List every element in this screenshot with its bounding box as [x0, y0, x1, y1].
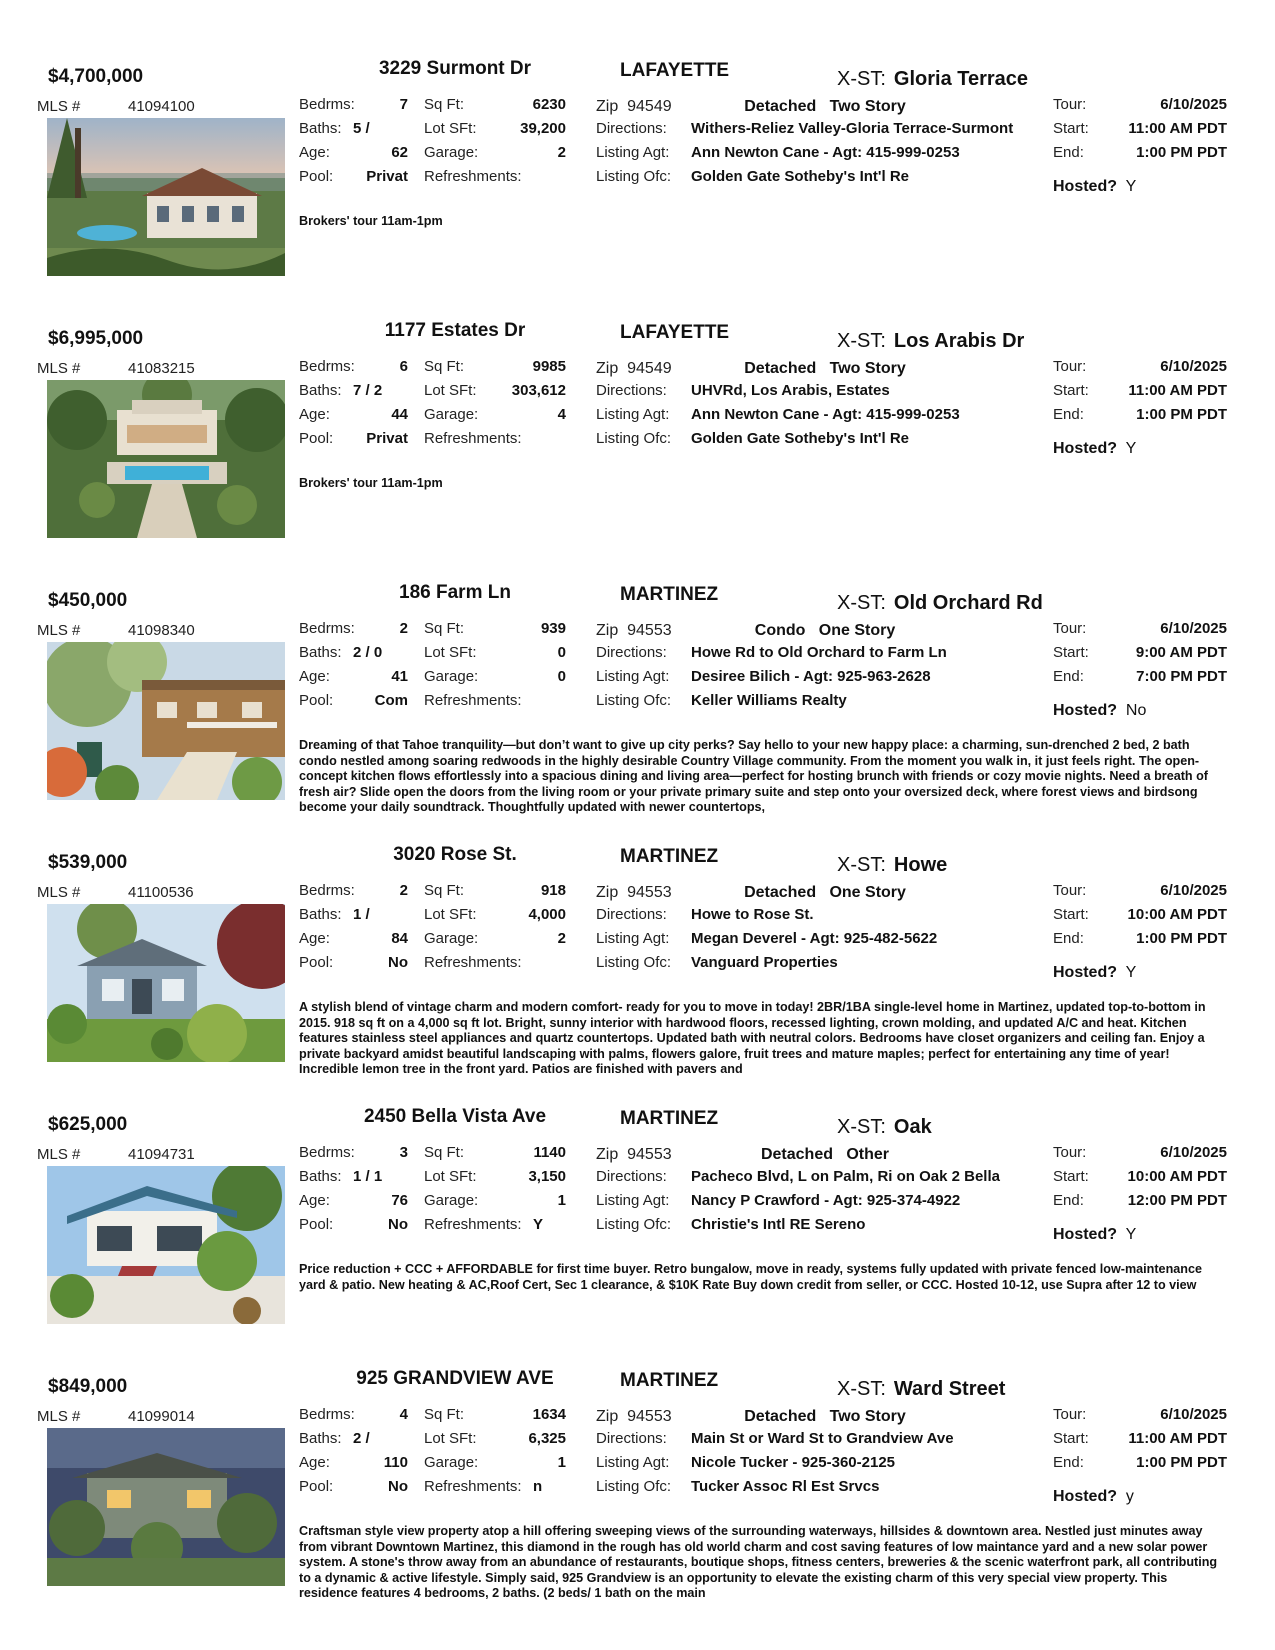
lot-sqft-value: 3,150 — [528, 1168, 566, 1185]
sqft-label: Sq Ft: — [424, 96, 465, 113]
refreshments-label: Refreshments: — [424, 430, 522, 447]
mls-number: 41083215 — [128, 360, 195, 377]
listing-price: $625,000 — [48, 1114, 128, 1135]
zip-label: Zip 94553 — [596, 622, 672, 639]
pool-value: Com — [374, 692, 408, 709]
property-type: Detached Two Story — [744, 98, 906, 115]
start-time: 9:00 AM PDT — [1135, 644, 1227, 661]
property-type: Detached One Story — [744, 884, 906, 901]
bedrooms-label: Bedrms: — [299, 96, 355, 113]
pool-label: Pool: — [299, 1478, 334, 1495]
zip-value: 94549 — [627, 98, 672, 115]
bedrooms-value: 3 — [399, 1144, 408, 1161]
cross-street-value: Oak — [893, 1116, 932, 1138]
pool-value: Privat — [366, 430, 408, 447]
hosted-row — [1053, 702, 1146, 720]
directions-value: Howe Rd to Old Orchard to Farm Ln — [691, 644, 947, 661]
bedrooms-value: 4 — [399, 1406, 408, 1423]
zip-label: Zip 94553 — [596, 1408, 672, 1425]
refreshments-value: Y — [533, 1216, 544, 1233]
sqft-label: Sq Ft: — [424, 620, 465, 637]
listing-office-label: Listing Ofc: — [596, 692, 672, 709]
bedrooms-label: Bedrms: — [299, 1406, 355, 1423]
start-time: 11:00 AM PDT — [1128, 1430, 1227, 1447]
mls-label: MLS # — [37, 360, 81, 377]
listing-city: LAFAYETTE — [620, 322, 730, 343]
cross-street-value: Gloria Terrace — [893, 68, 1029, 90]
lot-sqft-value: 39,200 — [520, 120, 566, 137]
garage-value: 4 — [557, 406, 566, 423]
zip-label: Zip 94549 — [596, 360, 672, 377]
baths-value: 2 / 0 — [353, 644, 383, 661]
tour-date: 6/10/2025 — [1160, 96, 1227, 113]
listing-office-value: Golden Gate Sotheby's Int'l Re — [691, 168, 909, 185]
end-time: 1:00 PM PDT — [1136, 1454, 1227, 1471]
property-style: Two Story — [829, 360, 906, 377]
start-label: Start: — [1053, 1430, 1089, 1447]
property-type: Detached Other — [760, 1146, 890, 1163]
listing-block — [0, 580, 1275, 840]
listing-remarks: A stylish blend of vintage charm and modern comfort- ready for you to move in today! 2BR/1BA single-level home in Martinez, updated top-to-bottom in 2015. 918 sq ft on a 4,000 sq ft lot. Bright, sunny interior with hardwood floors, recessed lighting, crown molding, and updated A/C and heat. Kitchen features stainless steel appliances and quartz countertops. Updated bath with neutral colors. Bedrooms have closet organizers and ceiling fan. Enjoy a private backyard amidst beautiful landscaping with palms, flowers galore, fruit trees and mature maples; perfect for entertaining any time of year! Incredible lemon tree in the front yard. Patios are finished with pavers and — [299, 1000, 1206, 1076]
property-type: Detached Two Story — [744, 1408, 906, 1425]
listing-block — [0, 56, 1275, 316]
lot-sqft-label: Lot SFt: — [424, 644, 477, 661]
directions-value: UHVRd, Los Arabis, Estates — [691, 382, 890, 399]
cross-street-label: X-ST: — [837, 1378, 886, 1400]
bedrooms-label: Bedrms: — [299, 358, 355, 375]
listing-address: 3020 Rose St. — [393, 844, 517, 865]
property-style: One Story — [829, 884, 906, 901]
start-label: Start: — [1053, 382, 1089, 399]
listing-agent-value: Nicole Tucker - 925-360-2125 — [691, 1454, 896, 1471]
listing-price: $849,000 — [48, 1376, 128, 1397]
start-label: Start: — [1053, 644, 1089, 661]
zip-value: 94553 — [627, 1408, 672, 1425]
end-label: End: — [1053, 144, 1084, 161]
listing-remarks: Brokers' tour 11am-1pm — [299, 214, 443, 228]
hosted-label: Hosted? — [1053, 1488, 1117, 1505]
listing-address: 2450 Bella Vista Ave — [363, 1106, 547, 1127]
lot-sqft-label: Lot SFt: — [424, 1168, 477, 1185]
listing-office-value: Vanguard Properties — [691, 954, 838, 971]
listing-agent-value: Desiree Bilich - Agt: 925-963-2628 — [691, 668, 931, 685]
end-time: 1:00 PM PDT — [1136, 406, 1227, 423]
age-label: Age: — [299, 1454, 330, 1471]
hosted-value: Y — [1125, 440, 1137, 457]
listing-address: 1177 Estates Dr — [384, 320, 526, 341]
garage-label: Garage: — [424, 1192, 479, 1209]
garage-value: 2 — [557, 144, 566, 161]
mls-label: MLS # — [37, 1146, 81, 1163]
pool-label: Pool: — [299, 1216, 334, 1233]
baths-label: Baths: — [299, 382, 342, 399]
zip-value: 94549 — [627, 360, 672, 377]
listing-office-value: Golden Gate Sotheby's Int'l Re — [691, 430, 909, 447]
sqft-value: 1140 — [533, 1144, 566, 1161]
hosted-label: Hosted? — [1053, 440, 1117, 457]
zip-value: 94553 — [627, 1146, 672, 1163]
pool-label: Pool: — [299, 430, 334, 447]
sqft-label: Sq Ft: — [424, 1144, 465, 1161]
listing-agent-label: Listing Agt: — [596, 1192, 670, 1209]
listing-address: 3229 Surmont Dr — [378, 58, 532, 79]
age-value: 44 — [391, 406, 408, 423]
garage-value: 1 — [557, 1454, 566, 1471]
craftsman-photo — [47, 1428, 285, 1586]
listing-city: LAFAYETTE — [620, 60, 730, 81]
bedrooms-value: 2 — [399, 620, 408, 637]
baths-value: 2 / — [353, 1430, 370, 1447]
listing-agent-label: Listing Agt: — [596, 406, 670, 423]
listing-price: $539,000 — [48, 852, 128, 873]
garage-label: Garage: — [424, 144, 479, 161]
listing-remarks: Price reduction + CCC + AFFORDABLE for first time buyer. Retro bungalow, move in ready, systems fully updated with private fenced low-maintenance yard & patio. New heating & AC,Roof Cert, Sec 1 clearance, & $10K Rate Buy down credit from seller, or CCC. Hosted 10-12, use Supra after 12 to view — [299, 1262, 1202, 1292]
hosted-value: No — [1125, 702, 1147, 719]
tour-date: 6/10/2025 — [1160, 358, 1227, 375]
condo-photo — [47, 642, 285, 800]
cross-street — [837, 854, 947, 877]
tour-label: Tour: — [1053, 620, 1087, 637]
cross-street-label: X-ST: — [837, 330, 886, 352]
end-time: 12:00 PM PDT — [1127, 1192, 1227, 1209]
listing-address: 186 Farm Ln — [399, 582, 511, 603]
listing-office-label: Listing Ofc: — [596, 954, 672, 971]
listing-office-label: Listing Ofc: — [596, 1478, 672, 1495]
end-time: 1:00 PM PDT — [1136, 144, 1227, 161]
mls-number: 41094100 — [128, 98, 195, 115]
baths-value: 1 / 1 — [353, 1168, 383, 1185]
listing-city: MARTINEZ — [620, 1108, 719, 1129]
bedrooms-value: 7 — [399, 96, 408, 113]
sqft-value: 6230 — [532, 96, 566, 113]
mls-label: MLS # — [37, 1408, 81, 1425]
pool-label: Pool: — [299, 954, 334, 971]
zip-label: Zip 94553 — [596, 1146, 672, 1163]
zip-value: 94553 — [627, 884, 672, 901]
listing-agent-value: Ann Newton Cane - Agt: 415-999-0253 — [691, 406, 960, 423]
directions-label: Directions: — [596, 120, 667, 137]
directions-value: Main St or Ward St to Grandview Ave — [691, 1430, 954, 1447]
pool-value: No — [388, 954, 408, 971]
directions-value: Pacheco Blvd, L on Palm, Ri on Oak 2 Bella — [691, 1168, 1000, 1185]
cross-street — [837, 330, 1024, 353]
lot-sqft-label: Lot SFt: — [424, 120, 477, 137]
property-style: Two Story — [829, 98, 906, 115]
property-type: Condo One Story — [754, 622, 896, 639]
listing-agent-label: Listing Agt: — [596, 144, 670, 161]
listing-block — [0, 318, 1275, 578]
cross-street-label: X-ST: — [837, 854, 886, 876]
listing-office-value: Keller Williams Realty — [691, 692, 847, 709]
end-label: End: — [1053, 1454, 1084, 1471]
pool-value: No — [388, 1478, 408, 1495]
garage-value: 1 — [557, 1192, 566, 1209]
garage-value: 0 — [557, 668, 566, 685]
refreshments-label: Refreshments: — [424, 1216, 522, 1233]
sqft-label: Sq Ft: — [424, 882, 465, 899]
listing-remarks: Brokers' tour 11am-1pm — [299, 476, 443, 490]
cross-street-value: Ward Street — [893, 1378, 1006, 1400]
lot-sqft-label: Lot SFt: — [424, 906, 477, 923]
start-time: 10:00 AM PDT — [1127, 1168, 1227, 1185]
pool-value: Privat — [366, 168, 408, 185]
listing-city: MARTINEZ — [620, 1370, 719, 1391]
cross-street-value: Howe — [893, 854, 948, 876]
cross-street — [837, 592, 1043, 615]
tour-date: 6/10/2025 — [1160, 882, 1227, 899]
bedrooms-value: 2 — [399, 882, 408, 899]
property-style: Two Story — [829, 1408, 906, 1425]
directions-label: Directions: — [596, 906, 667, 923]
directions-label: Directions: — [596, 382, 667, 399]
baths-label: Baths: — [299, 644, 342, 661]
mls-label: MLS # — [37, 622, 81, 639]
listing-office-label: Listing Ofc: — [596, 1216, 672, 1233]
sqft-value: 1634 — [532, 1406, 566, 1423]
garage-label: Garage: — [424, 668, 479, 685]
age-value: 62 — [391, 144, 408, 161]
listing-office-label: Listing Ofc: — [596, 168, 672, 185]
pool-value: No — [388, 1216, 408, 1233]
sqft-value: 939 — [540, 620, 566, 637]
house-estate-photo — [47, 118, 285, 276]
tour-label: Tour: — [1053, 882, 1087, 899]
directions-label: Directions: — [596, 644, 667, 661]
sqft-value: 918 — [540, 882, 566, 899]
age-value: 84 — [391, 930, 408, 947]
bedrooms-label: Bedrms: — [299, 620, 355, 637]
listing-agent-label: Listing Agt: — [596, 930, 670, 947]
cross-street-label: X-ST: — [837, 592, 886, 614]
mls-label: MLS # — [37, 884, 81, 901]
listing-remarks: Dreaming of that Tahoe tranquility—but don’t want to give up city perks? Say hello to your new happy place: a charming, sun-drenched 2 bed, 2 bath condo nestled among soaring redwoods in the highly desirable Country Village community. From the moment you walk in, it just feels right. The open-concept kitchen flows effortlessly into a spacious dining and living area—perfect for hosting brunch with friends or cozy movie nights. Need a breath of fresh air? Slide open the doors from the living room or your private primary suite and step onto your oversized deck, where forest views and birdsong become your daily soundtrack. Thoughtfully updated with newer countertops, — [299, 738, 1208, 814]
directions-label: Directions: — [596, 1168, 667, 1185]
refreshments-label: Refreshments: — [424, 954, 522, 971]
end-time: 7:00 PM PDT — [1136, 668, 1227, 685]
hosted-value: Y — [1125, 1226, 1137, 1243]
cross-street — [837, 1378, 1005, 1401]
age-label: Age: — [299, 144, 330, 161]
start-label: Start: — [1053, 906, 1089, 923]
hosted-row — [1053, 1226, 1136, 1244]
refreshments-label: Refreshments: — [424, 1478, 522, 1495]
cross-street — [837, 68, 1028, 91]
baths-label: Baths: — [299, 120, 342, 137]
baths-value: 1 / — [353, 906, 370, 923]
refreshments-label: Refreshments: — [424, 168, 522, 185]
age-value: 76 — [391, 1192, 408, 1209]
end-time: 1:00 PM PDT — [1136, 930, 1227, 947]
start-label: Start: — [1053, 120, 1089, 137]
sqft-label: Sq Ft: — [424, 358, 465, 375]
listing-agent-value: Megan Deverel - Agt: 925-482-5622 — [691, 930, 938, 947]
end-label: End: — [1053, 1192, 1084, 1209]
garage-label: Garage: — [424, 1454, 479, 1471]
hosted-label: Hosted? — [1053, 964, 1117, 981]
hosted-label: Hosted? — [1053, 702, 1117, 719]
tour-date: 6/10/2025 — [1160, 620, 1227, 637]
directions-value: Withers-Reliez Valley-Gloria Terrace-Surmont — [691, 120, 1014, 137]
cross-street-label: X-ST: — [837, 1116, 886, 1138]
hosted-label: Hosted? — [1053, 1226, 1117, 1243]
listing-office-value: Christie's Intl RE Sereno — [691, 1216, 866, 1233]
listing-agent-value: Ann Newton Cane - Agt: 415-999-0253 — [691, 144, 960, 161]
listing-block — [0, 1366, 1275, 1626]
retro-bungalow-photo — [47, 1166, 285, 1324]
pool-label: Pool: — [299, 168, 334, 185]
bedrooms-label: Bedrms: — [299, 882, 355, 899]
age-label: Age: — [299, 406, 330, 423]
garage-label: Garage: — [424, 406, 479, 423]
cross-street-value: Los Arabis Dr — [893, 330, 1025, 352]
mls-number: 41094731 — [128, 1146, 195, 1163]
tour-date: 6/10/2025 — [1160, 1406, 1227, 1423]
baths-label: Baths: — [299, 1430, 342, 1447]
zip-value: 94553 — [627, 622, 672, 639]
zip-label: Zip 94549 — [596, 98, 672, 115]
start-time: 10:00 AM PDT — [1127, 906, 1227, 923]
age-value: 110 — [383, 1454, 408, 1471]
end-label: End: — [1053, 930, 1084, 947]
cross-street-value: Old Orchard Rd — [893, 592, 1043, 614]
property-type: Detached Two Story — [744, 360, 906, 377]
listing-agent-value: Nancy P Crawford - Agt: 925-374-4922 — [691, 1192, 961, 1209]
baths-label: Baths: — [299, 906, 342, 923]
listing-office-value: Tucker Assoc Rl Est Srvcs — [691, 1478, 880, 1495]
listing-agent-label: Listing Agt: — [596, 668, 670, 685]
listing-price: $450,000 — [48, 590, 128, 611]
hosted-row — [1053, 1488, 1134, 1506]
refreshments-label: Refreshments: — [424, 692, 522, 709]
directions-value: Howe to Rose St. — [691, 906, 814, 923]
property-style: Other — [846, 1146, 890, 1163]
sqft-label: Sq Ft: — [424, 1406, 465, 1423]
mls-number: 41098340 — [128, 622, 195, 639]
listing-city: MARTINEZ — [620, 846, 719, 867]
start-label: Start: — [1053, 1168, 1089, 1185]
start-time: 11:00 AM PDT — [1128, 382, 1227, 399]
pool-label: Pool: — [299, 692, 334, 709]
start-time: 11:00 AM PDT — [1128, 120, 1227, 137]
tour-label: Tour: — [1053, 96, 1087, 113]
mls-number: 41099014 — [128, 1408, 195, 1425]
lot-sqft-value: 4,000 — [528, 906, 566, 923]
hosted-row — [1053, 440, 1136, 458]
baths-label: Baths: — [299, 1168, 342, 1185]
bedrooms-label: Bedrms: — [299, 1144, 355, 1161]
mls-number: 41100536 — [128, 884, 194, 901]
hosted-row — [1053, 964, 1136, 982]
tour-label: Tour: — [1053, 1406, 1087, 1423]
listing-remarks: Craftsman style view property atop a hill offering sweeping views of the surrounding waterways, hillsides & downtown area. Nestled just minutes away from vibrant Downtown Martinez, this diamond in the rough has old world charm and cost saving features of low maintance yard and a new solar power system. A stone's throw away from an abundance of restaurants, boutique shops, fitness centers, breweries & the scenic waterfront park, all contributing to a dynamic & active lifestyle. Simply said, 925 Grandview is an opportunity to elevate the existing charm of this very special view property. This residence features 4 bedrooms, 2 baths. (2 beds/ 1 bath on the main — [299, 1524, 1218, 1600]
listing-office-label: Listing Ofc: — [596, 430, 672, 447]
end-label: End: — [1053, 406, 1084, 423]
end-label: End: — [1053, 668, 1084, 685]
listing-address: 925 GRANDVIEW AVE — [356, 1368, 554, 1389]
lot-sqft-label: Lot SFt: — [424, 1430, 477, 1447]
hosted-value: Y — [1125, 964, 1137, 981]
cross-street-label: X-ST: — [837, 68, 886, 90]
listing-price: $6,995,000 — [48, 328, 144, 349]
lot-sqft-value: 303,612 — [511, 382, 566, 399]
mls-label: MLS # — [37, 98, 81, 115]
hosted-value: y — [1125, 1488, 1134, 1505]
listing-city: MARTINEZ — [620, 584, 719, 605]
bedrooms-value: 6 — [399, 358, 408, 375]
garage-label: Garage: — [424, 930, 479, 947]
zip-label: Zip 94553 — [596, 884, 672, 901]
age-label: Age: — [299, 668, 330, 685]
hosted-label: Hosted? — [1053, 178, 1117, 195]
hosted-value: Y — [1125, 178, 1137, 195]
cross-street — [837, 1116, 932, 1139]
age-label: Age: — [299, 1192, 330, 1209]
age-label: Age: — [299, 930, 330, 947]
listing-block — [0, 842, 1275, 1102]
garage-value: 2 — [557, 930, 566, 947]
baths-value: 5 / — [353, 120, 370, 137]
directions-label: Directions: — [596, 1430, 667, 1447]
lot-sqft-value: 0 — [557, 644, 566, 661]
listing-agent-label: Listing Agt: — [596, 1454, 670, 1471]
tour-label: Tour: — [1053, 358, 1087, 375]
sqft-value: 9985 — [532, 358, 566, 375]
refreshments-value: n — [533, 1478, 543, 1495]
age-value: 41 — [391, 668, 408, 685]
mansion-pool-photo — [47, 380, 285, 538]
tour-date: 6/10/2025 — [1160, 1144, 1227, 1161]
listing-price: $4,700,000 — [48, 66, 144, 87]
tour-label: Tour: — [1053, 1144, 1087, 1161]
property-style: One Story — [818, 622, 896, 639]
baths-value: 7 / 2 — [353, 382, 383, 399]
lot-sqft-label: Lot SFt: — [424, 382, 477, 399]
listing-block — [0, 1104, 1275, 1364]
hosted-row — [1053, 178, 1136, 196]
bungalow-photo — [47, 904, 285, 1062]
lot-sqft-value: 6,325 — [528, 1430, 566, 1447]
